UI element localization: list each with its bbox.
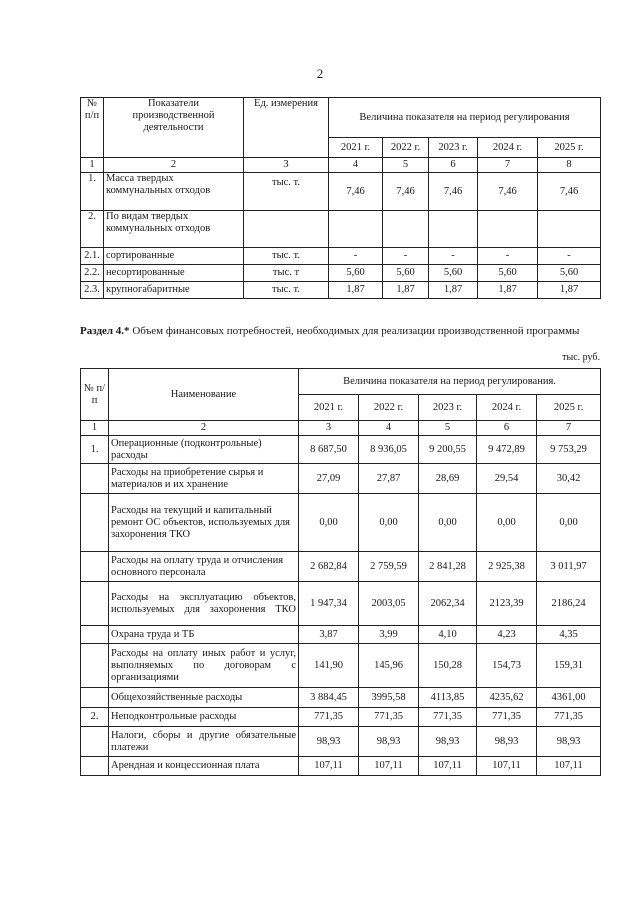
row-number: 2. bbox=[81, 708, 109, 727]
row-number bbox=[81, 688, 109, 708]
t1-year: 2025 г. bbox=[538, 138, 601, 158]
row-value: 5,60 bbox=[383, 265, 429, 282]
t1-index-cell: 3 bbox=[244, 158, 329, 173]
t2-index-cell: 4 bbox=[359, 421, 419, 436]
row-unit: тыс. т bbox=[244, 265, 329, 282]
row-value: 0,00 bbox=[419, 494, 477, 552]
table-row bbox=[81, 265, 601, 282]
t1-header-num: № п/п bbox=[81, 98, 104, 158]
table-row bbox=[81, 173, 601, 211]
t2-index-cell: 5 bbox=[419, 421, 477, 436]
row-name: сортированные bbox=[104, 248, 244, 265]
row-value: 7,46 bbox=[538, 173, 601, 211]
row-value: 3,99 bbox=[359, 626, 419, 644]
row-name: Масса твердых коммунальных отходов bbox=[104, 173, 244, 211]
row-value: 107,11 bbox=[477, 757, 537, 776]
row-unit: тыс. т. bbox=[244, 173, 329, 211]
row-value: - bbox=[429, 248, 478, 265]
row-value: 29,54 bbox=[477, 464, 537, 494]
row-name: крупногабаритные bbox=[104, 282, 244, 299]
row-value: 3995,58 bbox=[359, 688, 419, 708]
row-value: 2 841,28 bbox=[419, 552, 477, 582]
row-number bbox=[81, 644, 109, 688]
table-row bbox=[81, 436, 601, 464]
row-value: - bbox=[538, 248, 601, 265]
row-value: 1,87 bbox=[538, 282, 601, 299]
row-value: 1,87 bbox=[429, 282, 478, 299]
row-value bbox=[329, 211, 383, 248]
row-value: 1,87 bbox=[478, 282, 538, 299]
row-value: 4,10 bbox=[419, 626, 477, 644]
page-number: 2 bbox=[316, 66, 324, 81]
row-value: 27,87 bbox=[359, 464, 419, 494]
row-value: 4235,62 bbox=[477, 688, 537, 708]
row-value: 145,96 bbox=[359, 644, 419, 688]
t1-year: 2021 г. bbox=[329, 138, 383, 158]
row-unit: тыс. т. bbox=[244, 282, 329, 299]
row-value: 98,93 bbox=[359, 727, 419, 757]
t2-index-cell: 2 bbox=[109, 421, 299, 436]
table-row bbox=[81, 211, 601, 248]
row-value: 9 753,29 bbox=[537, 436, 601, 464]
row-value: 2 759,59 bbox=[359, 552, 419, 582]
row-value: 3 011,97 bbox=[537, 552, 601, 582]
row-value: 7,46 bbox=[329, 173, 383, 211]
table-row bbox=[81, 282, 601, 299]
t1-index-cell: 7 bbox=[478, 158, 538, 173]
row-value: 771,35 bbox=[477, 708, 537, 727]
row-value: 771,35 bbox=[537, 708, 601, 727]
row-name: Расходы на оплату труда и отчисления основного персонала bbox=[109, 552, 299, 582]
row-value: 0,00 bbox=[477, 494, 537, 552]
table-row bbox=[81, 582, 601, 626]
row-value: 107,11 bbox=[419, 757, 477, 776]
row-number bbox=[81, 757, 109, 776]
t1-year: 2023 г. bbox=[429, 138, 478, 158]
table-row bbox=[81, 757, 601, 776]
t2-header-value-title: Величина показателя на период регулирования. bbox=[299, 369, 601, 395]
t2-year: 2023 г. bbox=[419, 395, 477, 421]
t1-year: 2024 г. bbox=[478, 138, 538, 158]
t1-header-unit: Ед. измерения bbox=[244, 98, 329, 158]
table-row bbox=[81, 626, 601, 644]
row-value: 1,87 bbox=[329, 282, 383, 299]
units-label: тыс. руб. bbox=[562, 352, 600, 363]
row-value: 771,35 bbox=[359, 708, 419, 727]
row-value: 154,73 bbox=[477, 644, 537, 688]
t2-header-num: № п/п bbox=[81, 369, 109, 421]
row-number: 2. bbox=[81, 211, 104, 248]
row-value: 7,46 bbox=[383, 173, 429, 211]
table-row bbox=[81, 552, 601, 582]
row-value bbox=[383, 211, 429, 248]
row-number bbox=[81, 626, 109, 644]
row-number bbox=[81, 727, 109, 757]
t2-index-cell: 7 bbox=[537, 421, 601, 436]
t1-header-value-title: Величина показателя на период регулирования bbox=[329, 98, 601, 138]
row-value: 107,11 bbox=[359, 757, 419, 776]
row-value bbox=[478, 211, 538, 248]
row-name: несортированные bbox=[104, 265, 244, 282]
row-value: - bbox=[329, 248, 383, 265]
t2-year: 2025 г. bbox=[537, 395, 601, 421]
row-value: 2123,39 bbox=[477, 582, 537, 626]
row-value: 5,60 bbox=[478, 265, 538, 282]
row-value: 28,69 bbox=[419, 464, 477, 494]
row-value: 107,11 bbox=[537, 757, 601, 776]
row-value: 0,00 bbox=[359, 494, 419, 552]
table-row bbox=[81, 248, 601, 265]
t2-header-name: Наименование bbox=[109, 369, 299, 421]
row-number bbox=[81, 494, 109, 552]
section-title: Объем финансовых потребностей, необходимых для реализации производственной программы bbox=[132, 325, 580, 337]
row-value: 159,31 bbox=[537, 644, 601, 688]
row-value: 98,93 bbox=[537, 727, 601, 757]
row-value: 2186,24 bbox=[537, 582, 601, 626]
row-value: 2062,34 bbox=[419, 582, 477, 626]
row-value: 107,11 bbox=[299, 757, 359, 776]
row-value: 2 682,84 bbox=[299, 552, 359, 582]
t1-index-cell: 4 bbox=[329, 158, 383, 173]
row-value: 1 947,34 bbox=[299, 582, 359, 626]
row-value bbox=[538, 211, 601, 248]
row-number: 1. bbox=[81, 173, 104, 211]
row-name: Налоги, сборы и другие обязательные платежи bbox=[109, 727, 299, 757]
t2-index-cell: 3 bbox=[299, 421, 359, 436]
row-value: 9 200,55 bbox=[419, 436, 477, 464]
row-number: 2.2. bbox=[81, 265, 104, 282]
row-name: По видам твердых коммунальных отходов bbox=[104, 211, 244, 248]
row-value bbox=[429, 211, 478, 248]
row-number: 2.3. bbox=[81, 282, 104, 299]
table-row bbox=[81, 688, 601, 708]
row-value: 7,46 bbox=[429, 173, 478, 211]
row-value: 0,00 bbox=[299, 494, 359, 552]
row-value: 4,23 bbox=[477, 626, 537, 644]
row-value: 0,00 bbox=[537, 494, 601, 552]
t1-index-cell: 1 bbox=[81, 158, 104, 173]
row-name: Охрана труда и ТБ bbox=[109, 626, 299, 644]
t1-index-cell: 8 bbox=[538, 158, 601, 173]
t2-year: 2021 г. bbox=[299, 395, 359, 421]
row-value: 98,93 bbox=[477, 727, 537, 757]
row-value: 2003,05 bbox=[359, 582, 419, 626]
row-value: 2 925,38 bbox=[477, 552, 537, 582]
row-value: 5,60 bbox=[329, 265, 383, 282]
t1-index-cell: 6 bbox=[429, 158, 478, 173]
row-value: 3 884,45 bbox=[299, 688, 359, 708]
row-value: 771,35 bbox=[299, 708, 359, 727]
row-value: 1,87 bbox=[383, 282, 429, 299]
row-name: Расходы на текущий и капитальный ремонт ОС объектов, используемых для захоронения ТКО bbox=[109, 494, 299, 552]
row-number bbox=[81, 582, 109, 626]
t2-year: 2024 г. bbox=[477, 395, 537, 421]
row-value: - bbox=[383, 248, 429, 265]
t1-index-cell: 2 bbox=[104, 158, 244, 173]
row-number bbox=[81, 464, 109, 494]
t2-year: 2022 г. bbox=[359, 395, 419, 421]
t1-header-indicator: Показатели производственной деятельности bbox=[104, 98, 244, 158]
row-value: 4361,00 bbox=[537, 688, 601, 708]
row-name: Расходы на эксплуатацию объектов, используемых для захоронения ТКО bbox=[109, 582, 299, 626]
row-name: Расходы на приобретение сырья и материалов и их хранение bbox=[109, 464, 299, 494]
row-value: 4113,85 bbox=[419, 688, 477, 708]
t2-index-cell: 1 bbox=[81, 421, 109, 436]
row-value: 4,35 bbox=[537, 626, 601, 644]
row-value: 7,46 bbox=[478, 173, 538, 211]
row-name: Расходы на оплату иных работ и услуг, выполняемых по договорам с организациями bbox=[109, 644, 299, 688]
row-value: 8 687,50 bbox=[299, 436, 359, 464]
production-indicators-table bbox=[80, 97, 601, 299]
row-name: Операционные (подконтрольные) расходы bbox=[109, 436, 299, 464]
t1-year: 2022 г. bbox=[383, 138, 429, 158]
row-value: 27,09 bbox=[299, 464, 359, 494]
row-name: Неподконтрольные расходы bbox=[109, 708, 299, 727]
row-name: Общехозяйственные расходы bbox=[109, 688, 299, 708]
row-unit bbox=[244, 211, 329, 248]
row-value: 5,60 bbox=[538, 265, 601, 282]
table-row bbox=[81, 644, 601, 688]
row-number: 2.1. bbox=[81, 248, 104, 265]
row-value: 98,93 bbox=[419, 727, 477, 757]
row-value: 150,28 bbox=[419, 644, 477, 688]
row-value: 8 936,05 bbox=[359, 436, 419, 464]
t2-index-cell: 6 bbox=[477, 421, 537, 436]
row-value: - bbox=[478, 248, 538, 265]
row-value: 771,35 bbox=[419, 708, 477, 727]
table-row bbox=[81, 727, 601, 757]
row-number: 1. bbox=[81, 436, 109, 464]
table-row bbox=[81, 464, 601, 494]
financial-needs-table bbox=[80, 368, 601, 776]
row-value: 30,42 bbox=[537, 464, 601, 494]
row-value: 98,93 bbox=[299, 727, 359, 757]
table-row bbox=[81, 494, 601, 552]
row-unit: тыс. т. bbox=[244, 248, 329, 265]
t1-index-cell: 5 bbox=[383, 158, 429, 173]
row-value: 3,87 bbox=[299, 626, 359, 644]
section-heading bbox=[80, 324, 600, 338]
section-label: Раздел 4.* bbox=[80, 325, 130, 337]
row-value: 9 472,89 bbox=[477, 436, 537, 464]
table-row bbox=[81, 708, 601, 727]
row-name: Арендная и концессионная плата bbox=[109, 757, 299, 776]
row-value: 141,90 bbox=[299, 644, 359, 688]
row-number bbox=[81, 552, 109, 582]
row-value: 5,60 bbox=[429, 265, 478, 282]
